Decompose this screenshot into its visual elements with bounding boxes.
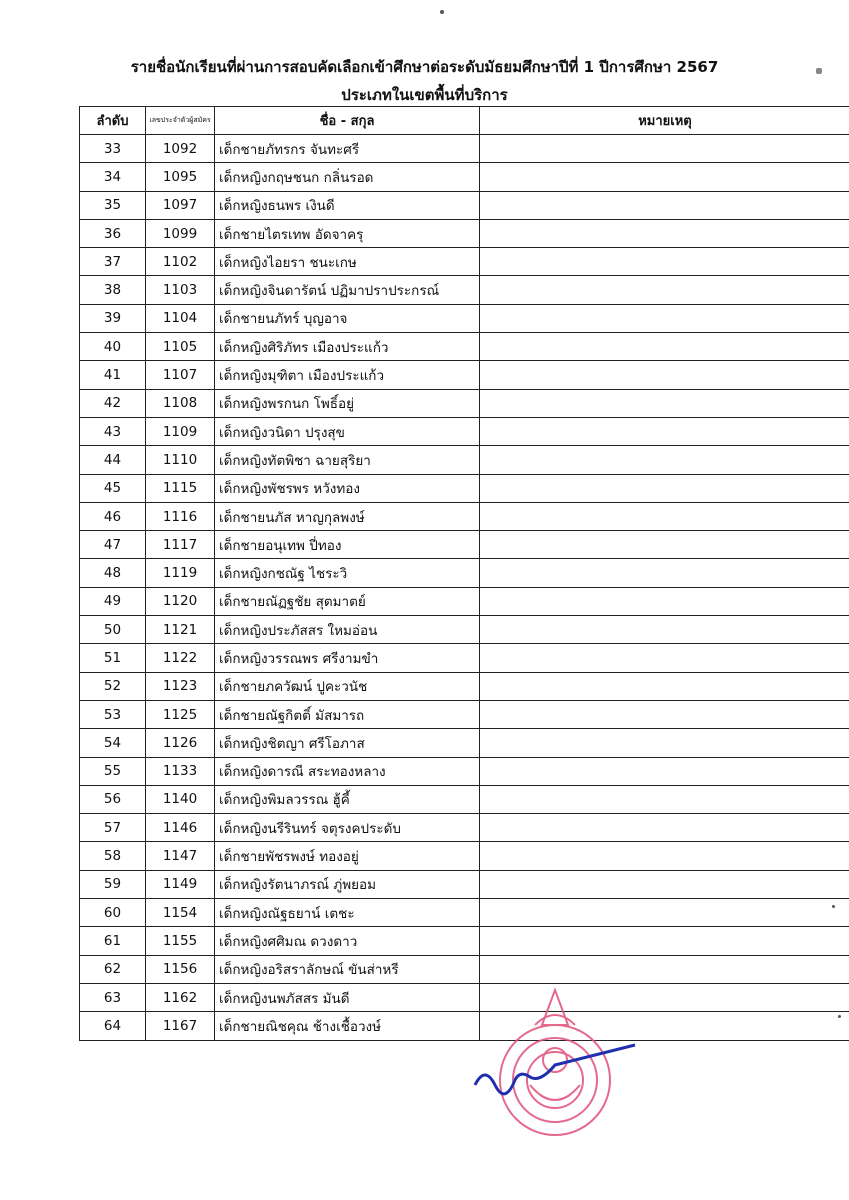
- remark-cell: [480, 899, 849, 927]
- table-row: [80, 700, 849, 728]
- remark-cell: [480, 757, 849, 785]
- remark-cell: [480, 304, 849, 332]
- student-name-cell: เด็กหญิงนรีรินทร์ จตุรงคประดับ: [215, 814, 480, 842]
- remark-cell: [480, 700, 849, 728]
- student-name-cell: เด็กหญิงศศิมณ ดวงดาว: [215, 927, 480, 955]
- order-cell: 56: [80, 785, 146, 813]
- student-name-cell: เด็กหญิงศิริภัทร เมืองประแก้ว: [215, 333, 480, 361]
- order-cell: 54: [80, 729, 146, 757]
- applicant-id-cell: 1149: [146, 870, 215, 898]
- applicant-id-cell: 1115: [146, 474, 215, 502]
- school-seal: [470, 985, 640, 1155]
- table-row: [80, 361, 849, 389]
- order-cell: 59: [80, 870, 146, 898]
- table-row: [80, 785, 849, 813]
- table-row: [80, 983, 849, 1011]
- table-row: [80, 135, 849, 163]
- remark-cell: [480, 276, 849, 304]
- student-name-cell: เด็กชายณัฏฐชัย สุตมาตย์: [215, 587, 480, 615]
- table-row: [80, 814, 849, 842]
- table-row: [80, 1012, 849, 1040]
- applicant-id-cell: 1116: [146, 502, 215, 530]
- student-name-cell: เด็กหญิงไอยรา ชนะเกษ: [215, 248, 480, 276]
- applicant-id-cell: 1120: [146, 587, 215, 615]
- table-row: [80, 531, 849, 559]
- table-row: [80, 304, 849, 332]
- order-cell: 39: [80, 304, 146, 332]
- table-row: [80, 870, 849, 898]
- applicant-id-cell: 1121: [146, 616, 215, 644]
- document-subtitle: ประเภทในเขตพื้นที่บริการ: [341, 86, 508, 104]
- student-name-cell: เด็กหญิงนพภัสสร มันดี: [215, 983, 480, 1011]
- table-row: [80, 672, 849, 700]
- student-name-cell: เด็กหญิงวนิดา ปรุงสุข: [215, 417, 480, 445]
- order-cell: 62: [80, 955, 146, 983]
- order-cell: 33: [80, 135, 146, 163]
- order-cell: 63: [80, 983, 146, 1011]
- student-name-cell: เด็กหญิงประภัสสร ใหมอ่อน: [215, 616, 480, 644]
- student-name-cell: เด็กหญิงพิมลวรรณ ฮู้คี้: [215, 785, 480, 813]
- table-row: [80, 417, 849, 445]
- order-cell: 49: [80, 587, 146, 615]
- student-name-cell: เด็กหญิงมุฑิตา เมืองประแก้ว: [215, 361, 480, 389]
- applicant-id-cell: 1123: [146, 672, 215, 700]
- order-cell: 35: [80, 191, 146, 219]
- order-cell: 43: [80, 417, 146, 445]
- table-row: [80, 248, 849, 276]
- student-name-cell: เด็กชายพัชรพงษ์ ทองอยู่: [215, 842, 480, 870]
- document-title: รายชื่อนักเรียนที่ผ่านการสอบคัดเลือกเข้าศึกษาต่อระดับมัธยมศึกษาปีที่ 1 ปีการศึกษา 2567: [130, 58, 719, 76]
- applicant-id-cell: 1146: [146, 814, 215, 842]
- order-cell: 50: [80, 616, 146, 644]
- results-table: [79, 106, 849, 1041]
- remark-cell: [480, 191, 849, 219]
- student-name-cell: เด็กชายภควัฒน์ ปูคะวนัช: [215, 672, 480, 700]
- order-cell: 46: [80, 502, 146, 530]
- header-remark: หมายเหตุ: [480, 107, 849, 135]
- remark-cell: [480, 870, 849, 898]
- student-name-cell: เด็กหญิงชิตญา ศรีโอภาส: [215, 729, 480, 757]
- applicant-id-cell: 1109: [146, 417, 215, 445]
- header-name: ชื่อ - สกุล: [215, 107, 480, 135]
- remark-cell: [480, 531, 849, 559]
- applicant-id-cell: 1125: [146, 700, 215, 728]
- student-name-cell: เด็กหญิงณัฐธยาน์ เตชะ: [215, 899, 480, 927]
- remark-cell: [480, 814, 849, 842]
- order-cell: 61: [80, 927, 146, 955]
- table-row: [80, 927, 849, 955]
- table-row: [80, 587, 849, 615]
- applicant-id-cell: 1104: [146, 304, 215, 332]
- student-name-cell: เด็กชายภัทรกร จันทะศรี: [215, 135, 480, 163]
- applicant-id-cell: 1126: [146, 729, 215, 757]
- applicant-id-cell: 1167: [146, 1012, 215, 1040]
- applicant-id-cell: 1147: [146, 842, 215, 870]
- applicant-id-cell: 1122: [146, 644, 215, 672]
- student-name-cell: เด็กหญิงธนพร เงินดี: [215, 191, 480, 219]
- table-row: [80, 389, 849, 417]
- applicant-id-cell: 1108: [146, 389, 215, 417]
- applicant-id-cell: 1103: [146, 276, 215, 304]
- order-cell: 37: [80, 248, 146, 276]
- order-cell: 41: [80, 361, 146, 389]
- remark-cell: [480, 248, 849, 276]
- table-row: [80, 333, 849, 361]
- applicant-id-cell: 1105: [146, 333, 215, 361]
- order-cell: 42: [80, 389, 146, 417]
- student-name-cell: เด็กชายณัฐกิตติ์ มัสมารถ: [215, 700, 480, 728]
- student-name-cell: เด็กชายนภัส หาญกุลพงษ์: [215, 502, 480, 530]
- remark-cell: [480, 785, 849, 813]
- applicant-id-cell: 1140: [146, 785, 215, 813]
- applicant-id-cell: 1155: [146, 927, 215, 955]
- table-row: [80, 616, 849, 644]
- header-order: ลำดับ: [80, 107, 146, 135]
- student-name-cell: เด็กชายนภัทร์ บุญอาจ: [215, 304, 480, 332]
- order-cell: 58: [80, 842, 146, 870]
- applicant-id-cell: 1102: [146, 248, 215, 276]
- remark-cell: [480, 842, 849, 870]
- order-cell: 47: [80, 531, 146, 559]
- remark-cell: [480, 333, 849, 361]
- table-row: [80, 955, 849, 983]
- order-cell: 45: [80, 474, 146, 502]
- table-row: [80, 502, 849, 530]
- order-cell: 40: [80, 333, 146, 361]
- remark-cell: [480, 559, 849, 587]
- table-header-row: [80, 107, 849, 135]
- applicant-id-cell: 1099: [146, 219, 215, 247]
- order-cell: 38: [80, 276, 146, 304]
- applicant-id-cell: 1119: [146, 559, 215, 587]
- applicant-id-cell: 1107: [146, 361, 215, 389]
- remark-cell: [480, 135, 849, 163]
- student-name-cell: เด็กชายอนุเทพ ปี่ทอง: [215, 531, 480, 559]
- remark-cell: [480, 616, 849, 644]
- applicant-id-cell: 1117: [146, 531, 215, 559]
- order-cell: 57: [80, 814, 146, 842]
- remark-cell: [480, 729, 849, 757]
- table-row: [80, 842, 849, 870]
- student-name-cell: เด็กหญิงพรกนก โพธิ์อยู่: [215, 389, 480, 417]
- student-name-cell: เด็กหญิงอริสราลักษณ์ ขันส่าหรี: [215, 955, 480, 983]
- order-cell: 51: [80, 644, 146, 672]
- table-row: [80, 559, 849, 587]
- table-row: [80, 191, 849, 219]
- remark-cell: [480, 672, 849, 700]
- student-name-cell: เด็กหญิงดารณี สระทองหลาง: [215, 757, 480, 785]
- remark-cell: [480, 587, 849, 615]
- student-name-cell: เด็กหญิงรัตนาภรณ์ ภู่พยอม: [215, 870, 480, 898]
- applicant-id-cell: 1162: [146, 983, 215, 1011]
- table-row: [80, 219, 849, 247]
- order-cell: 34: [80, 163, 146, 191]
- remark-cell: [480, 927, 849, 955]
- applicant-id-cell: 1110: [146, 446, 215, 474]
- applicant-id-cell: 1133: [146, 757, 215, 785]
- table-row: [80, 276, 849, 304]
- table-row: [80, 474, 849, 502]
- remark-cell: [480, 644, 849, 672]
- table-row: [80, 644, 849, 672]
- table-row: [80, 899, 849, 927]
- remark-cell: [480, 219, 849, 247]
- student-name-cell: เด็กชายณิชคุณ ช้างเชื้อวงษ์: [215, 1012, 480, 1040]
- order-cell: 52: [80, 672, 146, 700]
- order-cell: 60: [80, 899, 146, 927]
- student-name-cell: เด็กหญิงพัชรพร หวังทอง: [215, 474, 480, 502]
- applicant-id-cell: 1156: [146, 955, 215, 983]
- order-cell: 48: [80, 559, 146, 587]
- remark-cell: [480, 474, 849, 502]
- table-row: [80, 163, 849, 191]
- student-name-cell: เด็กหญิงกฤษชนก กลิ่นรอด: [215, 163, 480, 191]
- order-cell: 44: [80, 446, 146, 474]
- remark-cell: [480, 361, 849, 389]
- student-name-cell: เด็กหญิงจินดารัตน์ ปฏิมาปราประกรณ์: [215, 276, 480, 304]
- student-name-cell: เด็กหญิงวรรณพร ศรีงามขำ: [215, 644, 480, 672]
- table-row: [80, 729, 849, 757]
- remark-cell: [480, 502, 849, 530]
- order-cell: 55: [80, 757, 146, 785]
- table-row: [80, 757, 849, 785]
- student-name-cell: เด็กหญิงกชณัฐ ไชระวิ: [215, 559, 480, 587]
- remark-cell: [480, 446, 849, 474]
- applicant-id-cell: 1154: [146, 899, 215, 927]
- student-name-cell: เด็กหญิงทัตพิชา ฉายสุริยา: [215, 446, 480, 474]
- applicant-id-cell: 1092: [146, 135, 215, 163]
- remark-cell: [480, 955, 849, 983]
- order-cell: 36: [80, 219, 146, 247]
- remark-cell: [480, 417, 849, 445]
- table-row: [80, 446, 849, 474]
- order-cell: 64: [80, 1012, 146, 1040]
- order-cell: 53: [80, 700, 146, 728]
- applicant-id-cell: 1095: [146, 163, 215, 191]
- student-name-cell: เด็กชายไตรเทพ อัดจาครุ: [215, 219, 480, 247]
- header-applicant-id: เลขประจำตัวผู้สมัคร: [146, 107, 215, 135]
- remark-cell: [480, 389, 849, 417]
- remark-cell: [480, 163, 849, 191]
- applicant-id-cell: 1097: [146, 191, 215, 219]
